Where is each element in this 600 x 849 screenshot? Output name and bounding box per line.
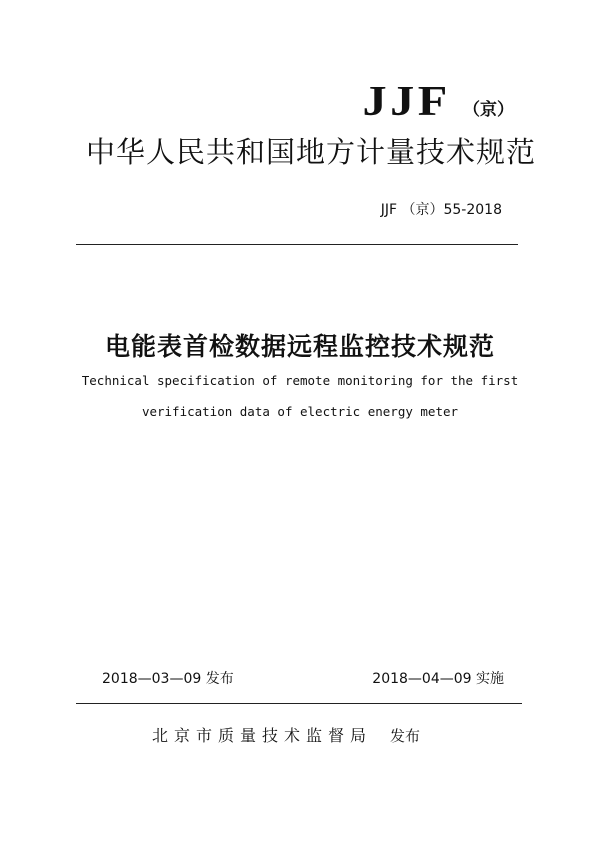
logo-region-text: （京）	[463, 100, 514, 120]
publisher-line	[152, 723, 420, 746]
document-title-english-line-2: verification data of electric energy meter	[141, 404, 459, 419]
effective-date: 2018—04—09 实施	[372, 671, 504, 687]
series-title: 中华人民共和国地方计量技术规范	[86, 135, 537, 169]
publish-label: 发布	[390, 727, 421, 745]
issue-date: 2018—03—09 发布	[102, 671, 234, 687]
standard-logo	[362, 78, 514, 126]
publisher-name: 北京市质量技术监督局	[152, 726, 373, 745]
bottom-divider	[76, 703, 522, 704]
logo-main-text: JJF	[362, 79, 451, 125]
document-title-english-line-1: Technical specification of remote monitoring for the first	[81, 373, 519, 388]
document-title-chinese: 电能表首检数据远程监控技术规范	[104, 332, 495, 361]
top-divider	[76, 244, 518, 245]
document-number: JJF （京）55-2018	[380, 202, 502, 218]
